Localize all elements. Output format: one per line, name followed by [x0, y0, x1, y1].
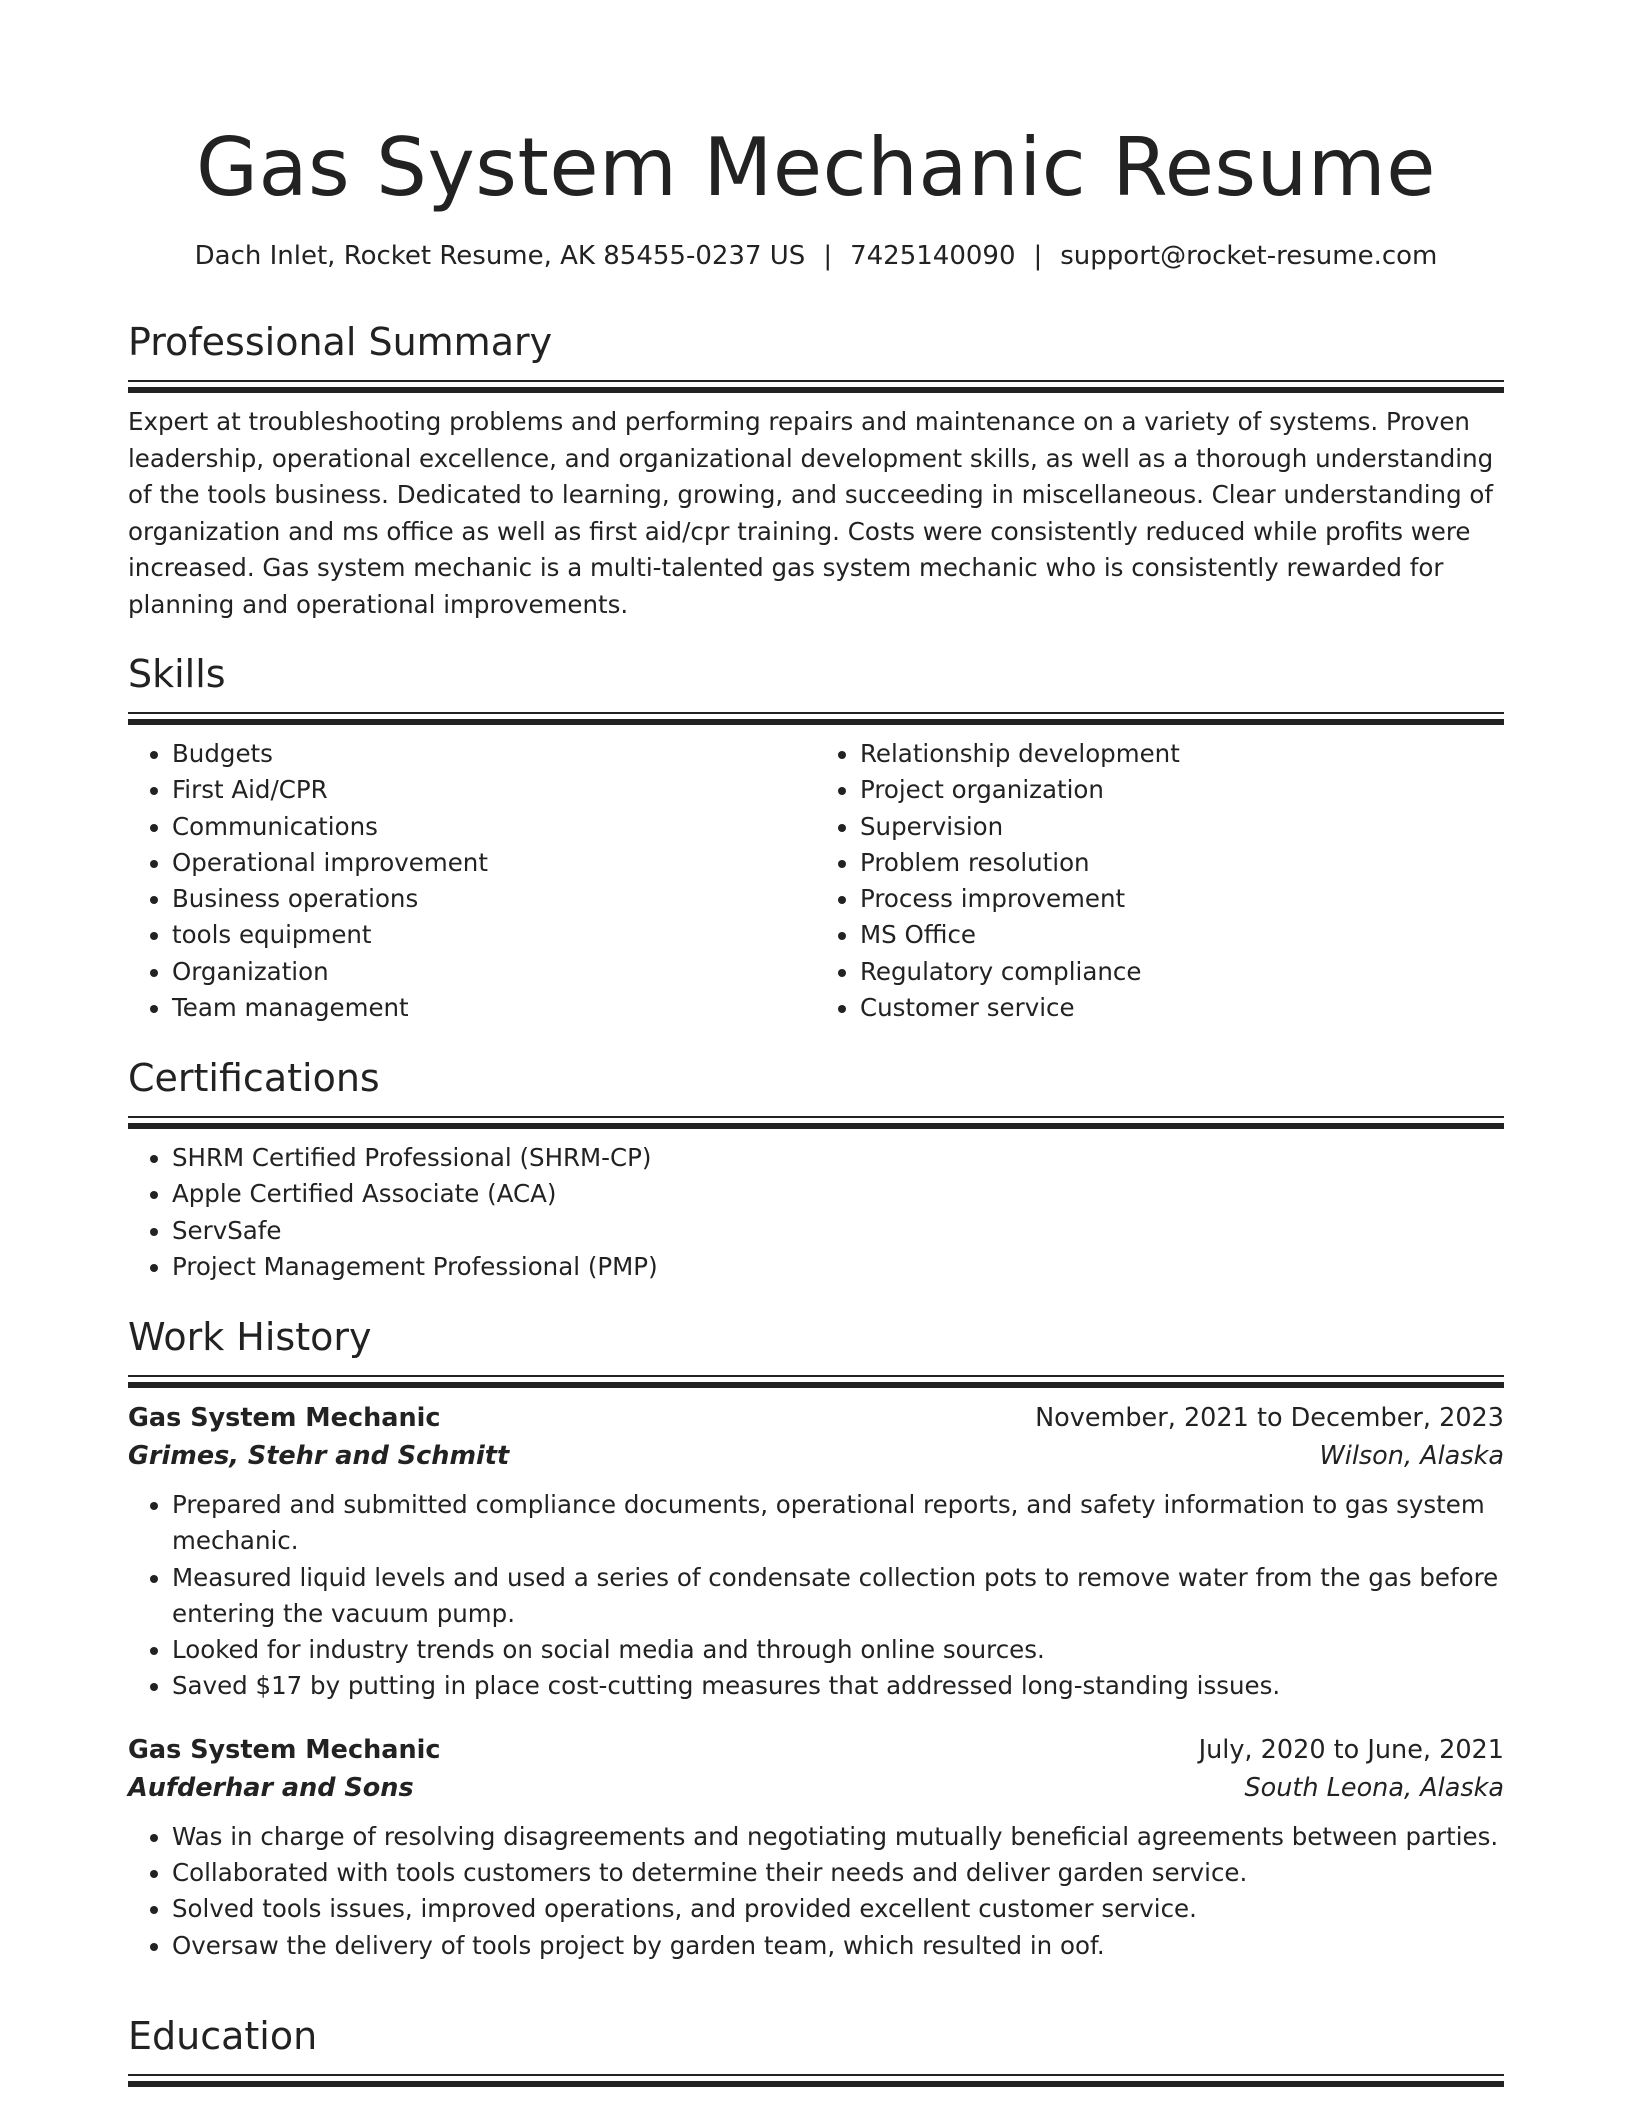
job-entry	[128, 1731, 1504, 1964]
section-divider	[128, 1116, 1504, 1128]
work-history-section	[128, 1313, 1504, 1964]
job-bullets	[128, 1487, 1504, 1705]
skills-section	[128, 650, 1504, 1026]
list-item: • MS Office	[860, 917, 1504, 953]
list-item: • Looked for industry trends on social media and through online sources.	[172, 1632, 1504, 1668]
job-location: South Leona, Alaska	[1244, 1772, 1504, 1803]
section-heading: Certifications	[128, 1056, 380, 1100]
list-item: • Apple Certified Associate (ACA)	[172, 1176, 1504, 1212]
list-item: • ServSafe	[172, 1213, 1504, 1249]
job-dates: July, 2020 to June, 2021	[1198, 1734, 1504, 1765]
job-entry	[128, 1399, 1504, 1705]
list-item: • Collaborated with tools customers to determine their needs and deliver garden service.	[172, 1855, 1504, 1891]
email-link[interactable]: support@rocket-resume.com	[1060, 241, 1438, 271]
skills-columns	[128, 736, 1504, 1026]
address: Dach Inlet, Rocket Resume, AK 85455-0237 US	[194, 241, 806, 271]
page-title: Gas System Mechanic Resume	[196, 121, 1436, 214]
list-item: • Project Management Professional (PMP)	[172, 1249, 1504, 1285]
section-heading: Education	[128, 2014, 318, 2058]
job-header	[128, 1731, 1504, 1769]
job-subheader	[128, 1437, 1504, 1475]
summary-text: Expert at troubleshooting problems and performing repairs and maintenance on a variety of systems. Proven leadership, operational excellence, and organizational development skills, as well as a thorough understanding of the tools business. Dedicated to learning, growing, and succeeding in miscellaneous. Clear understanding of organization and ms office as well as first aid/cpr training. Costs were consistently reduced while profits were increased. Gas system mechanic is a multi-talented gas system mechanic who is consistently rewarded for planning and operational improvements.	[128, 407, 1494, 619]
list-item: • Communications	[172, 809, 816, 845]
section-divider	[128, 1375, 1504, 1387]
section-divider	[128, 380, 1504, 392]
job-header	[128, 1399, 1504, 1437]
list-item: • tools equipment	[172, 917, 816, 953]
list-item: • Team management	[172, 990, 816, 1026]
list-item: • Prepared and submitted compliance documents, operational reports, and safety information to gas system mechanic.	[172, 1487, 1504, 1560]
list-item: • Solved tools issues, improved operations, and provided excellent customer service.	[172, 1891, 1504, 1927]
job-bullets	[128, 1819, 1504, 1964]
job-title: Gas System Mechanic	[128, 1734, 441, 1765]
summary-section	[128, 318, 1504, 623]
list-item: • SHRM Certified Professional (SHRM-CP)	[172, 1140, 1504, 1176]
job-title: Gas System Mechanic	[128, 1403, 441, 1433]
list-item: • Operational improvement	[172, 845, 816, 881]
list-item: • Oversaw the delivery of tools project by garden team, which resulted in oof.	[172, 1928, 1504, 1964]
job-dates: November, 2021 to December, 2023	[1035, 1403, 1504, 1433]
section-heading: Professional Summary	[128, 320, 553, 364]
list-item: • Problem resolution	[860, 845, 1504, 881]
job-subheader	[128, 1769, 1504, 1807]
contact-line	[128, 238, 1504, 274]
list-item: • First Aid/CPR	[172, 772, 816, 808]
list-item: • Relationship development	[860, 736, 1504, 772]
certifications-section	[128, 1054, 1504, 1285]
job-company: Aufderhar and Sons	[128, 1772, 414, 1803]
list-item: • Was in charge of resolving disagreements and negotiating mutually beneficial agreements between parties.	[172, 1819, 1504, 1855]
skills-list-left	[128, 736, 816, 1026]
list-item: • Budgets	[172, 736, 816, 772]
list-item: • Project organization	[860, 772, 1504, 808]
list-item: • Organization	[172, 954, 816, 990]
section-divider	[128, 2074, 1504, 2086]
list-item: • Supervision	[860, 809, 1504, 845]
certifications-list	[128, 1140, 1504, 1285]
list-item: • Saved $17 by putting in place cost-cutting measures that addressed long-standing issues.	[172, 1668, 1504, 1704]
list-item: • Customer service	[860, 990, 1504, 1026]
list-item: • Regulatory compliance	[860, 954, 1504, 990]
skills-list-right	[816, 736, 1504, 1026]
job-location: Wilson, Alaska	[1319, 1441, 1504, 1471]
separator: |	[1033, 241, 1043, 271]
section-divider	[128, 712, 1504, 724]
separator: |	[823, 241, 833, 271]
list-item: • Measured liquid levels and used a series of condensate collection pots to remove water from the gas before entering the vacuum pump.	[172, 1560, 1504, 1633]
education-section	[128, 2012, 1504, 2086]
list-item: • Process improvement	[860, 881, 1504, 917]
section-heading: Skills	[128, 652, 226, 696]
list-item: • Business operations	[172, 881, 816, 917]
section-heading: Work History	[128, 1315, 372, 1359]
phone: 7425140090	[850, 241, 1016, 271]
job-company: Grimes, Stehr and Schmitt	[128, 1441, 510, 1471]
